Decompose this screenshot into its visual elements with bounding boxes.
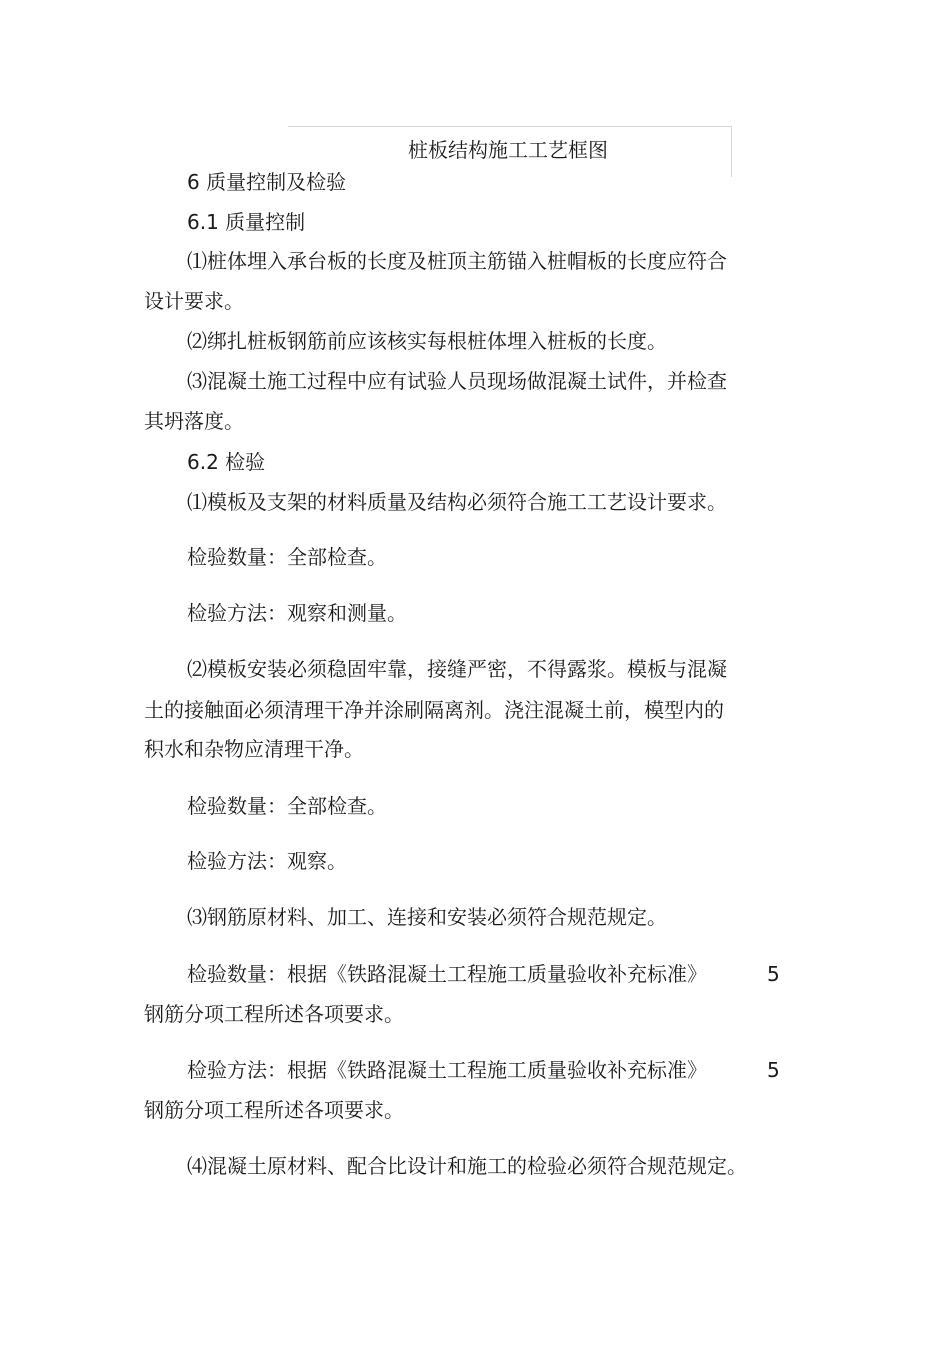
paragraph-check3: ⑶钢筋原材料、加工、连接和安装必须符合规范规定。 (187, 905, 667, 929)
check3-method-line2: 钢筋分项工程所述各项要求。 (144, 1098, 404, 1122)
figure-caption: 桩板结构施工工艺框图 (408, 138, 608, 162)
paragraph-item3-line1: ⑶混凝土施工过程中应有试验人员现场做混凝土试件，并检查 (187, 369, 727, 393)
paragraph-item1-line2: 设计要求。 (144, 289, 244, 313)
subsection-title-inspection: 6.2 检验 (187, 450, 266, 474)
check2-method: 检验方法：观察。 (187, 849, 347, 873)
check3-quantity-section-number: 5 (767, 962, 780, 986)
paragraph-check2-line2: 土的接触面必须清理干净并涂刷隔离剂。浇注混凝土前，模型内的 (144, 698, 724, 722)
check2-quantity: 检验数量：全部检查。 (187, 794, 387, 818)
check3-quantity-line1: 检验数量：根据《铁路混凝土工程施工质量验收补充标准》 (187, 962, 707, 986)
paragraph-item3-line2: 其坍落度。 (144, 409, 244, 433)
subsection-title-quality-control: 6.1 质量控制 (187, 210, 306, 234)
check3-method-line1: 检验方法：根据《铁路混凝土工程施工质量验收补充标准》 (187, 1058, 707, 1082)
section-title: 6 质量控制及检验 (187, 170, 347, 194)
paragraph-item1-line1: ⑴桩体埋入承台板的长度及桩顶主筋锚入桩帽板的长度应符合 (187, 249, 727, 273)
paragraph-check2-line1: ⑵模板安装必须稳固牢靠，接缝严密，不得露浆。模板与混凝 (187, 657, 727, 681)
paragraph-check1: ⑴模板及支架的材料质量及结构必须符合施工工艺设计要求。 (187, 490, 727, 514)
paragraph-item2: ⑵绑扎桩板钢筋前应该核实每根桩体埋入桩板的长度。 (187, 329, 667, 353)
check1-method: 检验方法：观察和测量。 (187, 601, 407, 625)
check1-quantity: 检验数量：全部检查。 (187, 545, 387, 569)
check3-quantity-line2: 钢筋分项工程所述各项要求。 (144, 1002, 404, 1026)
paragraph-check2-line3: 积水和杂物应清理干净。 (144, 737, 364, 761)
check3-method-section-number: 5 (767, 1058, 780, 1082)
paragraph-check4: ⑷混凝土原材料、配合比设计和施工的检验必须符合规范规定。 (187, 1154, 747, 1178)
